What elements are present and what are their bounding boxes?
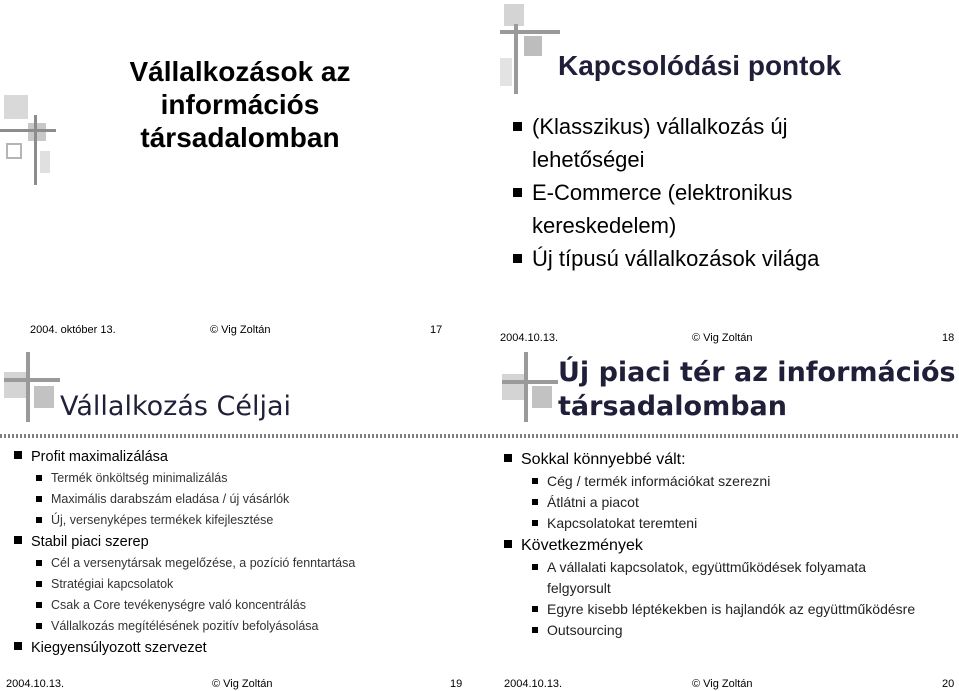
square-bullet-icon: [36, 602, 42, 608]
list-item: Új típusú vállalkozások világa: [513, 242, 819, 275]
square-bullet-icon: [14, 536, 22, 544]
footer-date: 2004. október 13.: [30, 324, 116, 336]
list-item: E-Commerce (elektronikus kereskedelem): [513, 176, 819, 242]
list-item: Stratégiai kapcsolatok: [14, 574, 355, 595]
square-bullet-icon: [36, 560, 42, 566]
list-item: (Klasszikus) vállalkozás új lehetőségei: [513, 110, 819, 176]
slide-19: [0, 346, 479, 691]
bullet-list: [513, 110, 819, 275]
slide-17: [0, 0, 479, 345]
square-bullet-icon: [513, 122, 522, 131]
list-item: Kapcsolatokat teremteni: [504, 513, 915, 534]
slide-title: Vállalkozás Céljai: [60, 391, 292, 422]
list-item: Outsourcing: [504, 620, 915, 641]
title-line: Új piaci tér az információs: [558, 357, 956, 388]
title-line: információs: [160, 89, 320, 120]
list-item: Következmények: [504, 534, 915, 557]
list-item: Egyre kisebb léptékekben is hajlandók az együttműködésre: [504, 599, 915, 620]
list-item: Cég / termék információkat szerezni: [504, 471, 915, 492]
list-item: A vállalati kapcsolatok, együttműködések folyamata felgyorsult: [504, 557, 915, 599]
bullet-list: [504, 448, 915, 641]
square-bullet-icon: [504, 540, 512, 548]
title-line: Vállalkozások az: [129, 56, 351, 87]
square-bullet-icon: [36, 623, 42, 629]
slide-18: [480, 0, 959, 345]
list-item: Sokkal könnyebbé vált:: [504, 448, 915, 471]
square-bullet-icon: [504, 454, 512, 462]
square-bullet-icon: [532, 627, 538, 633]
square-bullet-icon: [36, 475, 42, 481]
slide-title: [60, 55, 420, 154]
footer-page: 18: [942, 332, 955, 344]
square-bullet-icon: [532, 564, 538, 570]
list-item: Átlátni a piacot: [504, 492, 915, 513]
footer-date: 2004.10.13.: [500, 332, 559, 344]
list-item: Csak a Core tevékenységre való koncentrálás: [14, 595, 355, 616]
footer-author: © Vig Zoltán: [692, 332, 753, 344]
list-item: Kiegyensúlyozott szervezet: [14, 637, 355, 659]
title-line: társadalomban: [558, 391, 787, 422]
slide-title: [558, 356, 956, 424]
title-divider: [480, 434, 959, 438]
square-bullet-icon: [532, 499, 538, 505]
slide-title: Kapcsolódási pontok: [558, 50, 842, 81]
list-item: Profit maximalizálása: [14, 446, 355, 468]
slide-20: [480, 346, 959, 691]
footer-page: 19: [450, 678, 463, 690]
footer-date: 2004.10.13.: [504, 678, 563, 690]
list-item: Cél a versenytársak megelőzése, a pozíció fenntartása: [14, 553, 355, 574]
square-bullet-icon: [513, 254, 522, 263]
square-bullet-icon: [36, 496, 42, 502]
list-item: Vállalkozás megítélésének pozitív befolyásolása: [14, 616, 355, 637]
list-item: Új, versenyképes termékek kifejlesztése: [14, 510, 355, 531]
footer-page: 20: [942, 678, 955, 690]
square-bullet-icon: [36, 581, 42, 587]
title-divider: [0, 434, 479, 438]
square-bullet-icon: [532, 478, 538, 484]
footer-date: 2004.10.13.: [6, 678, 65, 690]
square-bullet-icon: [513, 188, 522, 197]
square-bullet-icon: [532, 606, 538, 612]
list-item: Maximális darabszám eladása / új vásárlók: [14, 489, 355, 510]
footer-author: © Vig Zoltán: [210, 324, 271, 336]
square-bullet-icon: [14, 642, 22, 650]
square-bullet-icon: [36, 517, 42, 523]
list-item: Termék önköltség minimalizálás: [14, 468, 355, 489]
list-item: Stabil piaci szerep: [14, 531, 355, 553]
square-bullet-icon: [532, 520, 538, 526]
footer-author: © Vig Zoltán: [212, 678, 273, 690]
title-line: társadalomban: [140, 122, 340, 153]
square-bullet-icon: [14, 451, 22, 459]
footer-page: 17: [430, 324, 443, 336]
bullet-list: [14, 446, 355, 659]
footer-author: © Vig Zoltán: [692, 678, 753, 690]
